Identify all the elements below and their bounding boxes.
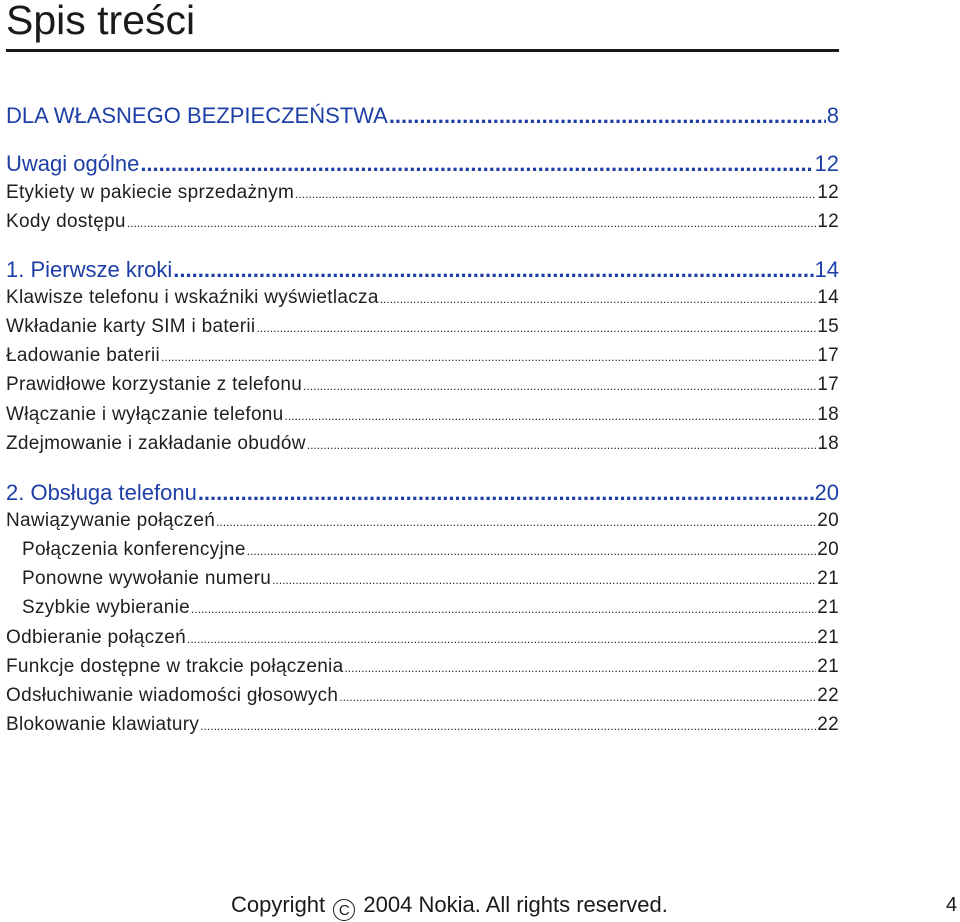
toc-leader: [187, 626, 816, 652]
copyright-symbol-icon: C: [333, 899, 355, 921]
toc-leader: [389, 102, 826, 130]
toc-entry[interactable]: [6, 654, 839, 681]
toc-leader: [198, 479, 814, 507]
toc-page: 22: [817, 685, 839, 706]
toc-entry[interactable]: [6, 625, 839, 652]
toc-page: 14: [817, 287, 839, 308]
toc-leader: [339, 684, 816, 710]
toc-page: 12: [817, 182, 839, 203]
toc-entry[interactable]: [6, 285, 839, 312]
toc-page: 14: [814, 257, 839, 282]
toc-page: 20: [817, 539, 839, 560]
toc-entry[interactable]: [6, 180, 839, 207]
toc-label: Prawidłowe korzystanie z telefonu: [6, 374, 303, 395]
toc-leader: [173, 256, 813, 284]
toc-label: Uwagi ogólne: [6, 151, 140, 176]
toc-entry[interactable]: [6, 372, 839, 399]
toc-heading[interactable]: [6, 479, 839, 507]
toc-leader: [295, 181, 816, 207]
toc-leader: [380, 286, 817, 312]
toc-page: 18: [817, 433, 839, 454]
copyright-word: Copyright: [231, 892, 326, 917]
toc-page: 20: [814, 480, 839, 505]
toc-page: 21: [817, 568, 839, 589]
page-number: 4: [946, 894, 958, 916]
toc-label: Szybkie wybieranie: [22, 597, 191, 618]
toc-leader: [127, 210, 816, 236]
toc-heading[interactable]: [6, 256, 839, 284]
title-underline: [6, 49, 839, 52]
toc-entry[interactable]: [6, 343, 839, 370]
toc-page: 17: [817, 374, 839, 395]
toc-leader: [216, 509, 816, 535]
copyright-footer: [231, 892, 668, 921]
toc-leader: [161, 344, 816, 370]
toc-leader: [140, 150, 813, 178]
toc-label: Kody dostępu: [6, 211, 126, 232]
toc-page: 21: [817, 627, 839, 648]
toc-subentry[interactable]: [22, 537, 839, 564]
toc-label: Ładowanie baterii: [6, 345, 161, 366]
toc-leader: [344, 655, 816, 681]
toc-entry[interactable]: [6, 402, 839, 429]
toc-leader: [285, 403, 817, 429]
toc-page: 22: [817, 714, 839, 735]
toc-label: Funkcje dostępne w trakcie połączenia: [6, 656, 344, 677]
toc-leader: [303, 373, 816, 399]
toc-leader: [307, 432, 817, 458]
toc-entry[interactable]: [6, 314, 839, 341]
toc-heading[interactable]: [6, 150, 839, 178]
toc-page: 21: [817, 656, 839, 677]
toc-label: Blokowanie klawiatury: [6, 714, 200, 735]
toc-heading[interactable]: [6, 102, 839, 130]
toc-subentry[interactable]: [22, 595, 839, 622]
copyright-text: 2004 Nokia. All rights reserved.: [363, 892, 668, 917]
toc-leader: [191, 596, 816, 622]
toc-page: 12: [817, 211, 839, 232]
toc-page: 21: [817, 597, 839, 618]
toc-subentry[interactable]: [22, 566, 839, 593]
toc-entry[interactable]: [6, 209, 839, 236]
toc-label: Etykiety w pakiecie sprzedażnym: [6, 182, 295, 203]
toc-entry[interactable]: [6, 508, 839, 535]
toc-leader: [200, 713, 816, 739]
toc-page: 20: [817, 510, 839, 531]
toc-entry[interactable]: [6, 683, 839, 710]
toc-label: Odbieranie połączeń: [6, 627, 186, 648]
toc-page: 15: [817, 316, 839, 337]
toc-label: Nawiązywanie połączeń: [6, 510, 216, 531]
toc-label: Zdejmowanie i zakładanie obudów: [6, 433, 306, 454]
toc-label: Wkładanie karty SIM i baterii: [6, 316, 256, 337]
toc-page: 8: [826, 103, 839, 128]
toc-label: Klawisze telefonu i wskaźniki wyświetlacza: [6, 287, 379, 308]
toc-entry[interactable]: [6, 431, 839, 458]
toc-leader: [247, 538, 817, 564]
toc-label: DLA WŁASNEGO BEZPIECZEŃSTWA: [6, 103, 388, 128]
toc-label: Odsłuchiwanie wiadomości głosowych: [6, 685, 339, 706]
toc-page: 12: [814, 151, 839, 176]
toc-entry[interactable]: [6, 712, 839, 739]
page-title: Spis treści: [6, 0, 196, 43]
toc-leader: [272, 567, 816, 593]
toc-leader: [256, 315, 816, 341]
toc-label: 2. Obsługa telefonu: [6, 480, 197, 505]
toc-label: Ponowne wywołanie numeru: [22, 568, 272, 589]
toc-label: 1. Pierwsze kroki: [6, 257, 173, 282]
toc-page: 18: [817, 404, 839, 425]
toc-page: 17: [817, 345, 839, 366]
toc-label: Połączenia konferencyjne: [22, 539, 246, 560]
toc-label: Włączanie i wyłączanie telefonu: [6, 404, 284, 425]
